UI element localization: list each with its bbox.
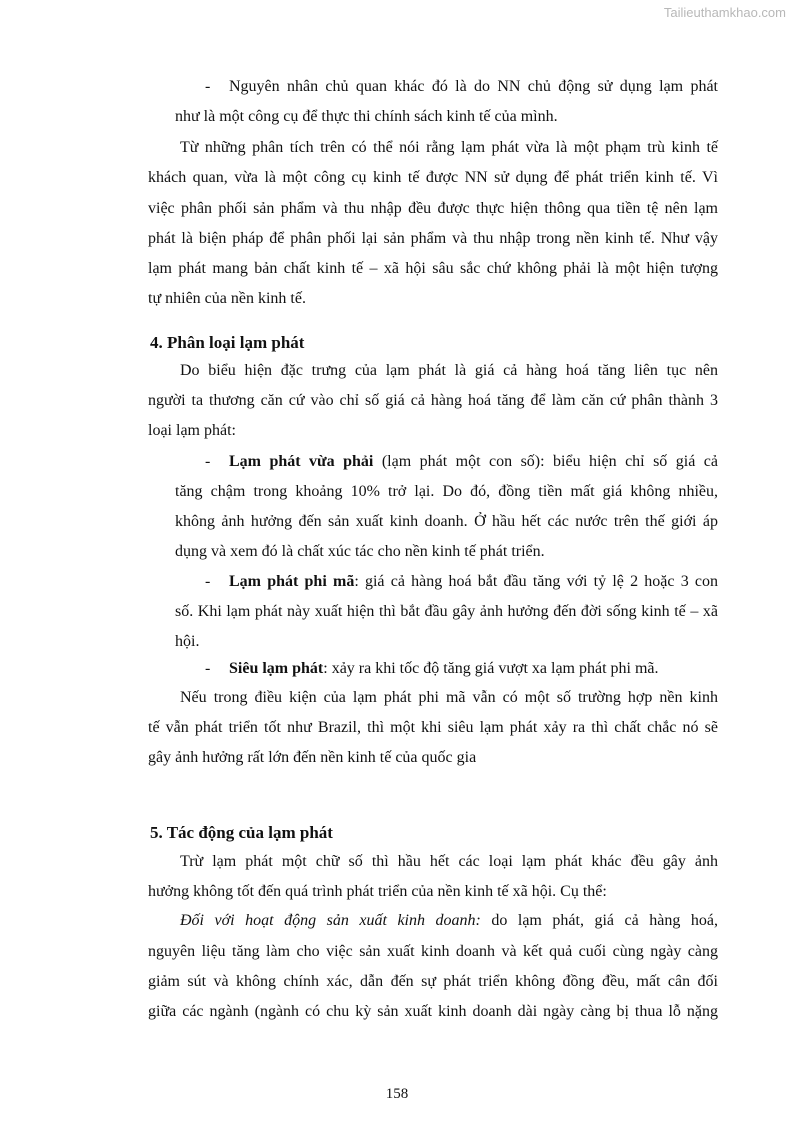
text-line xyxy=(229,77,718,97)
text-line xyxy=(148,229,718,249)
text-line xyxy=(148,421,236,441)
text-line xyxy=(148,748,476,768)
text-segment: lạm phát mang bản chất kinh tế – xã hội sâu sắc chứ không phải là một hiện tượng xyxy=(148,260,718,277)
text-line xyxy=(180,361,718,381)
text-segment: : giá cả hàng hoá bắt đầu tăng với tỷ lệ 2 hoặc 3 con xyxy=(354,573,719,590)
text-segment: tự nhiên của nền kinh tế. xyxy=(148,290,306,307)
text-segment: giảm sút và không chính xác, dẫn đến sự phát triển không đồng đều, mất cân đối xyxy=(148,973,718,990)
watermark: Tailieuthamkhao.com xyxy=(663,5,786,20)
text-line xyxy=(180,911,718,931)
text-line xyxy=(148,972,718,992)
text-line xyxy=(175,542,545,562)
text-segment: dụng và xem đó là chất xúc tác cho nền kinh tế phát triển. xyxy=(175,543,545,560)
text-segment: người ta thương căn cứ vào chỉ số giá cả hàng hoá tăng để làm căn cứ phân thành 3 xyxy=(148,392,718,409)
text-line xyxy=(148,168,718,188)
text-line xyxy=(175,107,558,127)
text-segment: phát là biện pháp để phân phối lại sản phẩm và thu nhập trong nền kinh tế. Như vậy xyxy=(148,230,718,247)
text-line xyxy=(229,572,718,592)
text-segment: tăng chậm trong khoảng 10% trở lại. Do đó, đồng tiền mất giá không nhiều, xyxy=(175,483,718,500)
text-segment: không ảnh hưởng đến sản xuất kinh doanh. Ở hầu hết các nước trên thế giới áp xyxy=(175,513,718,530)
section-heading-4: 4. Phân loại lạm phát xyxy=(150,333,305,352)
text-line xyxy=(148,718,718,738)
text-segment: gây ảnh hưởng rất lớn đến nền kinh tế của quốc gia xyxy=(148,749,477,766)
text-segment: nguyên liệu tăng làm cho việc sản xuất kinh doanh và kết quả cuối cùng ngày càng xyxy=(148,943,718,960)
bullet-marker: - xyxy=(205,453,211,470)
text-segment: Trừ lạm phát một chữ số thì hầu hết các loại lạm phát khác đều gây ảnh xyxy=(180,853,718,870)
text-line xyxy=(229,659,659,679)
text-segment: : xảy ra khi tốc độ tăng giá vượt xa lạm phát phi mã. xyxy=(323,660,659,677)
bullet-marker: - xyxy=(205,573,211,590)
text-line xyxy=(180,138,718,158)
text-line xyxy=(180,688,718,708)
bold-term: Siêu lạm phát xyxy=(229,660,324,677)
text-line xyxy=(148,1002,718,1022)
italic-term: Đối với hoạt động sản xuất kinh doanh: xyxy=(180,912,481,929)
section-heading-5: 5. Tác động của lạm phát xyxy=(150,823,333,842)
text-line xyxy=(148,391,718,411)
text-segment: (lạm phát một con số): biểu hiện chỉ số giá cả xyxy=(373,453,718,470)
text-line xyxy=(175,512,718,532)
text-segment: Do biểu hiện đặc trưng của lạm phát là giá cả hàng hoá tăng liên tục nên xyxy=(180,362,718,379)
text-segment: do lạm phát, giá cả hàng hoá, xyxy=(480,912,718,929)
text-line xyxy=(148,259,718,279)
text-line xyxy=(180,852,718,872)
bold-term: Lạm phát phi mã xyxy=(229,573,355,590)
text-segment: giữa các ngành (ngành có chu kỳ sản xuất kinh doanh dài ngày càng bị thua lỗ nặng xyxy=(148,1003,718,1020)
text-segment: hưởng không tốt đến quá trình phát triển của nền kinh tế xã hội. Cụ thể: xyxy=(148,883,607,900)
page-number: 158 xyxy=(385,1086,409,1102)
text-line xyxy=(175,602,718,622)
text-line xyxy=(148,199,718,219)
bullet-marker: - xyxy=(205,78,211,95)
text-line xyxy=(148,289,306,309)
text-segment: như là một công cụ để thực thi chính sách kinh tế của mình. xyxy=(175,108,558,125)
bullet-marker: - xyxy=(205,660,211,677)
text-line xyxy=(229,452,718,472)
text-line xyxy=(148,942,718,962)
text-segment: việc phân phối sản phẩm và thu nhập đều được thực hiện thông qua tiền tệ nên lạm xyxy=(148,200,718,217)
text-line xyxy=(175,632,199,652)
text-segment: Từ những phân tích trên có thể nói rằng lạm phát vừa là một phạm trù kinh tế xyxy=(180,139,718,156)
text-line xyxy=(175,482,718,502)
text-segment: khách quan, vừa là một công cụ kinh tế được NN sử dụng để phát triển kinh tế. Vì xyxy=(148,169,718,186)
text-segment: loại lạm phát: xyxy=(148,422,236,439)
text-segment: số. Khi lạm phát này xuất hiện thì bắt đầu gây ảnh hưởng đến đời sống kinh tế – xã xyxy=(175,603,718,620)
text-segment: Nguyên nhân chủ quan khác đó là do NN chủ động sử dụng lạm phát xyxy=(229,78,718,95)
text-line xyxy=(148,882,607,902)
bold-term: Lạm phát vừa phải xyxy=(229,453,374,470)
text-segment: tế vẫn phát triển tốt như Brazil, thì một khi siêu lạm phát xảy ra thì chất chắc nó sẽ xyxy=(148,719,718,736)
text-segment: hội. xyxy=(175,633,200,650)
text-segment: Nếu trong điều kiện của lạm phát phi mã vẫn có một số trường hợp nền kinh xyxy=(180,689,718,706)
